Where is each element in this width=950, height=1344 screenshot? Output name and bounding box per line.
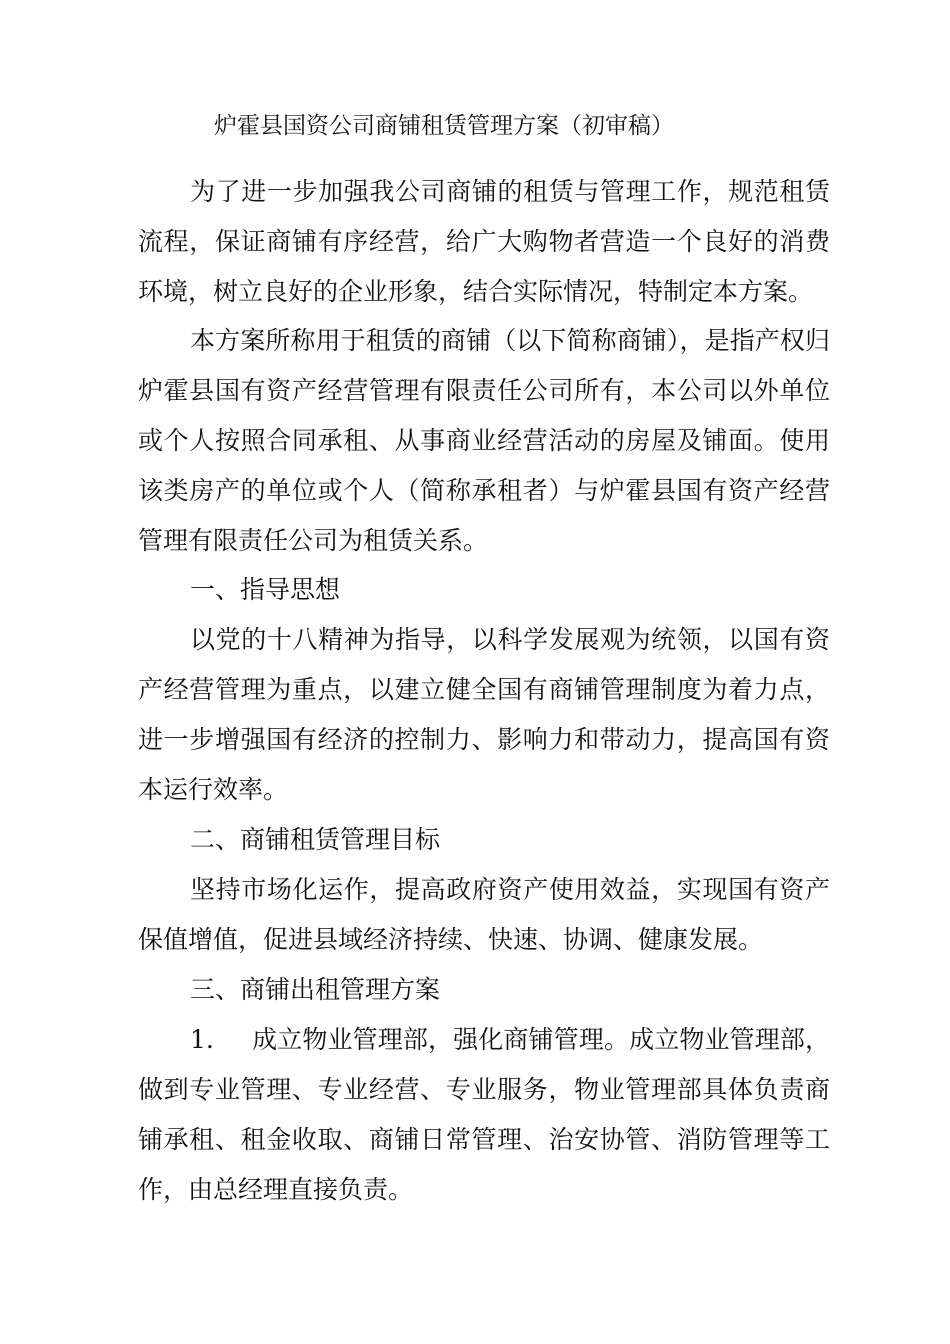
document-title: 炉霍县国资公司商铺租赁管理方案（初审稿） <box>214 113 674 139</box>
list-item-number: 1. <box>190 1025 214 1054</box>
section-paragraph-2: 坚持市场化运作，提高政府资产使用效益，实现国有资产保值增值，促进县域经济持续、快速、协调、健康发展。 <box>138 875 830 954</box>
section-heading-2: 二、商铺租赁管理目标 <box>190 825 441 854</box>
section-paragraph-3 <box>138 1015 830 1215</box>
intro-paragraph-1: 为了进一步加强我公司商铺的租赁与管理工作，规范租赁流程，保证商铺有序经营，给广大购物者营造一个良好的消费环境，树立良好的企业形象，结合实际情况，特制定本方案。 <box>138 177 830 306</box>
section-heading-3: 三、商铺出租管理方案 <box>190 975 441 1004</box>
intro-paragraph-2: 本方案所称用于租赁的商铺（以下简称商铺），是指产权归炉霍县国有资产经营管理有限责任公司所有，本公司以外单位或个人按照合同承租、从事商业经营活动的房屋及铺面。使用该类房产的单位或个人（简称承租者）与炉霍县国有资产经营管理有限责任公司为租赁关系。 <box>138 326 830 555</box>
section-heading-1: 一、指导思想 <box>190 575 341 604</box>
list-item-text: 成立物业管理部，强化商铺管理。成立物业管理部，做到专业管理、专业经营、专业服务，物业管理部具体负责商铺承租、租金收取、商铺日常管理、治安协管、消防管理等工作，由总经理直接负责。 <box>138 1025 830 1204</box>
section-paragraph-1: 以党的十八精神为指导，以科学发展观为统领，以国有资产经营管理为重点，以建立健全国有商铺管理制度为着力点，进一步增强国有经济的控制力、影响力和带动力，提高国有资本运行效率。 <box>138 625 830 804</box>
